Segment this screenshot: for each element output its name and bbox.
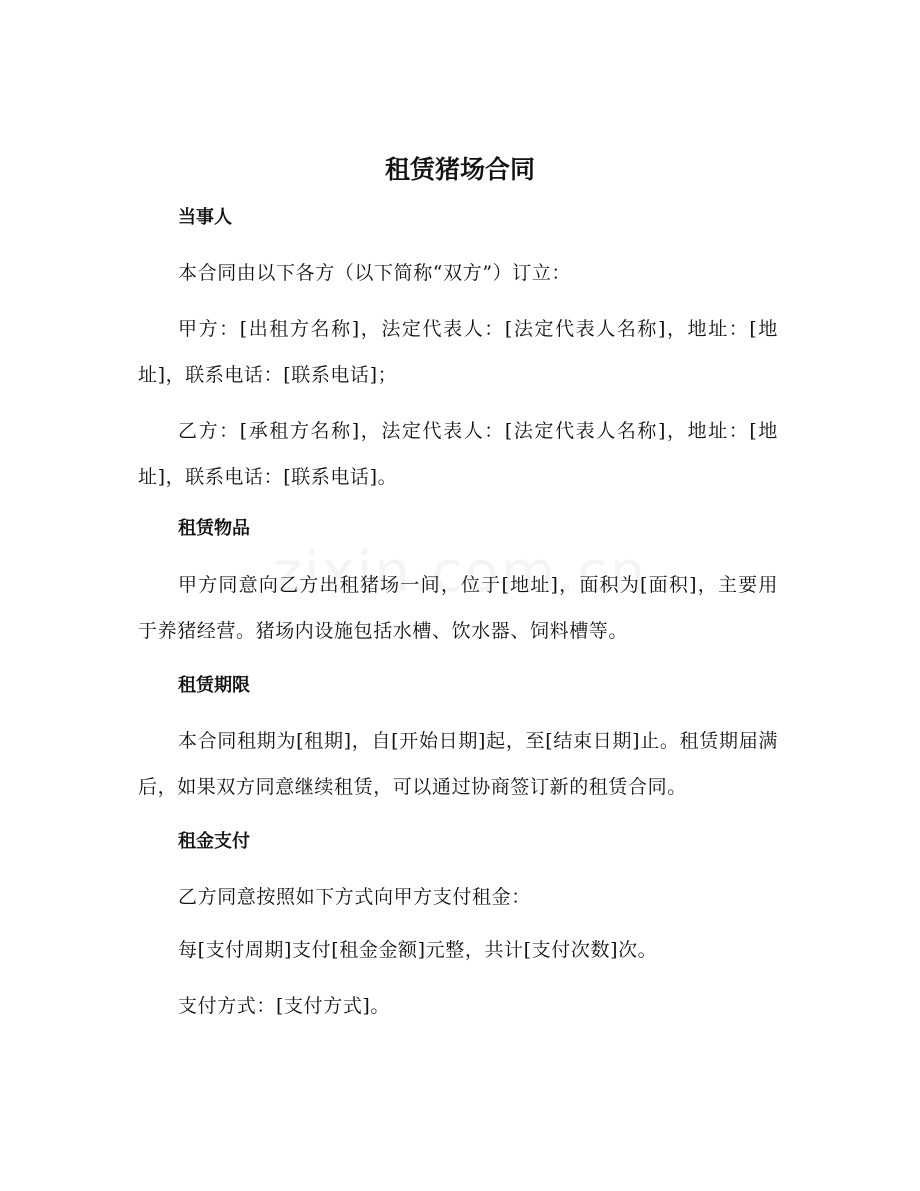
rent-schedule: 每[支付周期]支付[租金金额]元整，共计[支付次数]次。 <box>178 939 658 961</box>
document-title: 租赁猪场合同 <box>384 155 535 184</box>
rent-intro: 乙方同意按照如下方式向甲方支付租金： <box>178 886 531 908</box>
section-heading-term: 租赁期限 <box>178 675 250 696</box>
parties-intro: 本合同由以下各方（以下简称“双方”）订立： <box>178 262 572 284</box>
party-a-details: 甲方：[出租方名称]，法定代表人：[法定代表人名称]，地址：[地址]，联系电话：[联系电话]； <box>138 318 778 386</box>
section-heading-rent: 租金支付 <box>178 831 250 852</box>
leased-item-body: 甲方同意向乙方出租猪场一间，位于[地址]，面积为[面积]，主要用于养猪经营。猪场内设施包括水槽、饮水器、饲料槽等。 <box>138 574 778 642</box>
rent-method: 支付方式：[支付方式]。 <box>178 995 391 1017</box>
term-body: 本合同租期为[租期]，自[开始日期]起，至[结束日期]止。租赁期届满后，如果双方同意继续租赁，可以通过协商签订新的租赁合同。 <box>138 730 778 798</box>
party-b-details: 乙方：[承租方名称]，法定代表人：[法定代表人名称]，地址：[地址]，联系电话：[联系电话]。 <box>138 420 778 488</box>
section-heading-leased-item: 租赁物品 <box>178 518 250 539</box>
section-heading-parties: 当事人 <box>178 207 232 228</box>
